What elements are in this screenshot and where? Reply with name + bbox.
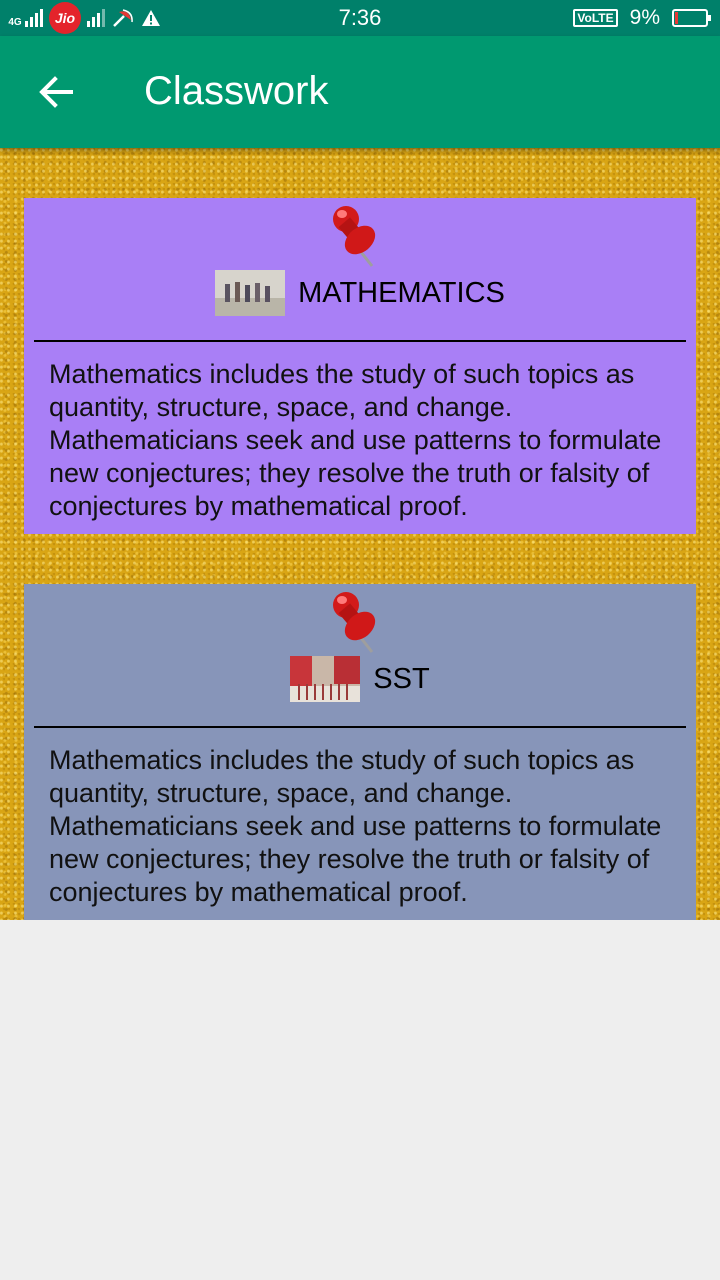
subject-title: SST xyxy=(373,662,430,695)
subject-description: Mathematics includes the study of such topics as quantity, structure, space, and change. Mathematicians seek and use patterns to formulate new conjectures; they resolve the truth or falsity of conjectures by mathematical proof. xyxy=(49,745,662,907)
battery-icon xyxy=(672,9,708,27)
jio-icon: Jio xyxy=(49,2,81,34)
subject-header xyxy=(24,270,696,316)
subject-thumbnail xyxy=(215,270,285,316)
arrow-left-icon xyxy=(38,74,74,110)
status-bar xyxy=(0,0,720,36)
battery-percent: 9% xyxy=(629,6,660,29)
battery-level-fill xyxy=(675,12,678,24)
corkboard-content xyxy=(0,148,720,920)
pushpin-icon xyxy=(324,202,386,268)
volte-badge: VoLTE xyxy=(573,9,617,27)
network-type-label: 4G xyxy=(8,17,22,28)
subject-header xyxy=(24,656,696,702)
subject-title: MATHEMATICS xyxy=(298,276,505,309)
status-time: 7:36 xyxy=(338,5,382,30)
app-bar xyxy=(0,36,720,148)
back-button[interactable] xyxy=(26,62,86,122)
status-icons-right xyxy=(573,5,708,31)
pushpin-icon xyxy=(324,588,386,654)
subject-card-mathematics[interactable] xyxy=(24,198,696,534)
divider xyxy=(34,340,686,342)
subject-description: Mathematics includes the study of such topics as quantity, structure, space, and change. Mathematicians seek and use patterns to formulate new conjectures; they resolve the truth or falsity of conjectures by mathematical proof. xyxy=(49,359,662,521)
subject-thumbnail xyxy=(290,656,360,702)
page-title: Classwork xyxy=(144,69,329,113)
subject-card-sst[interactable] xyxy=(24,584,696,920)
divider xyxy=(34,726,686,728)
